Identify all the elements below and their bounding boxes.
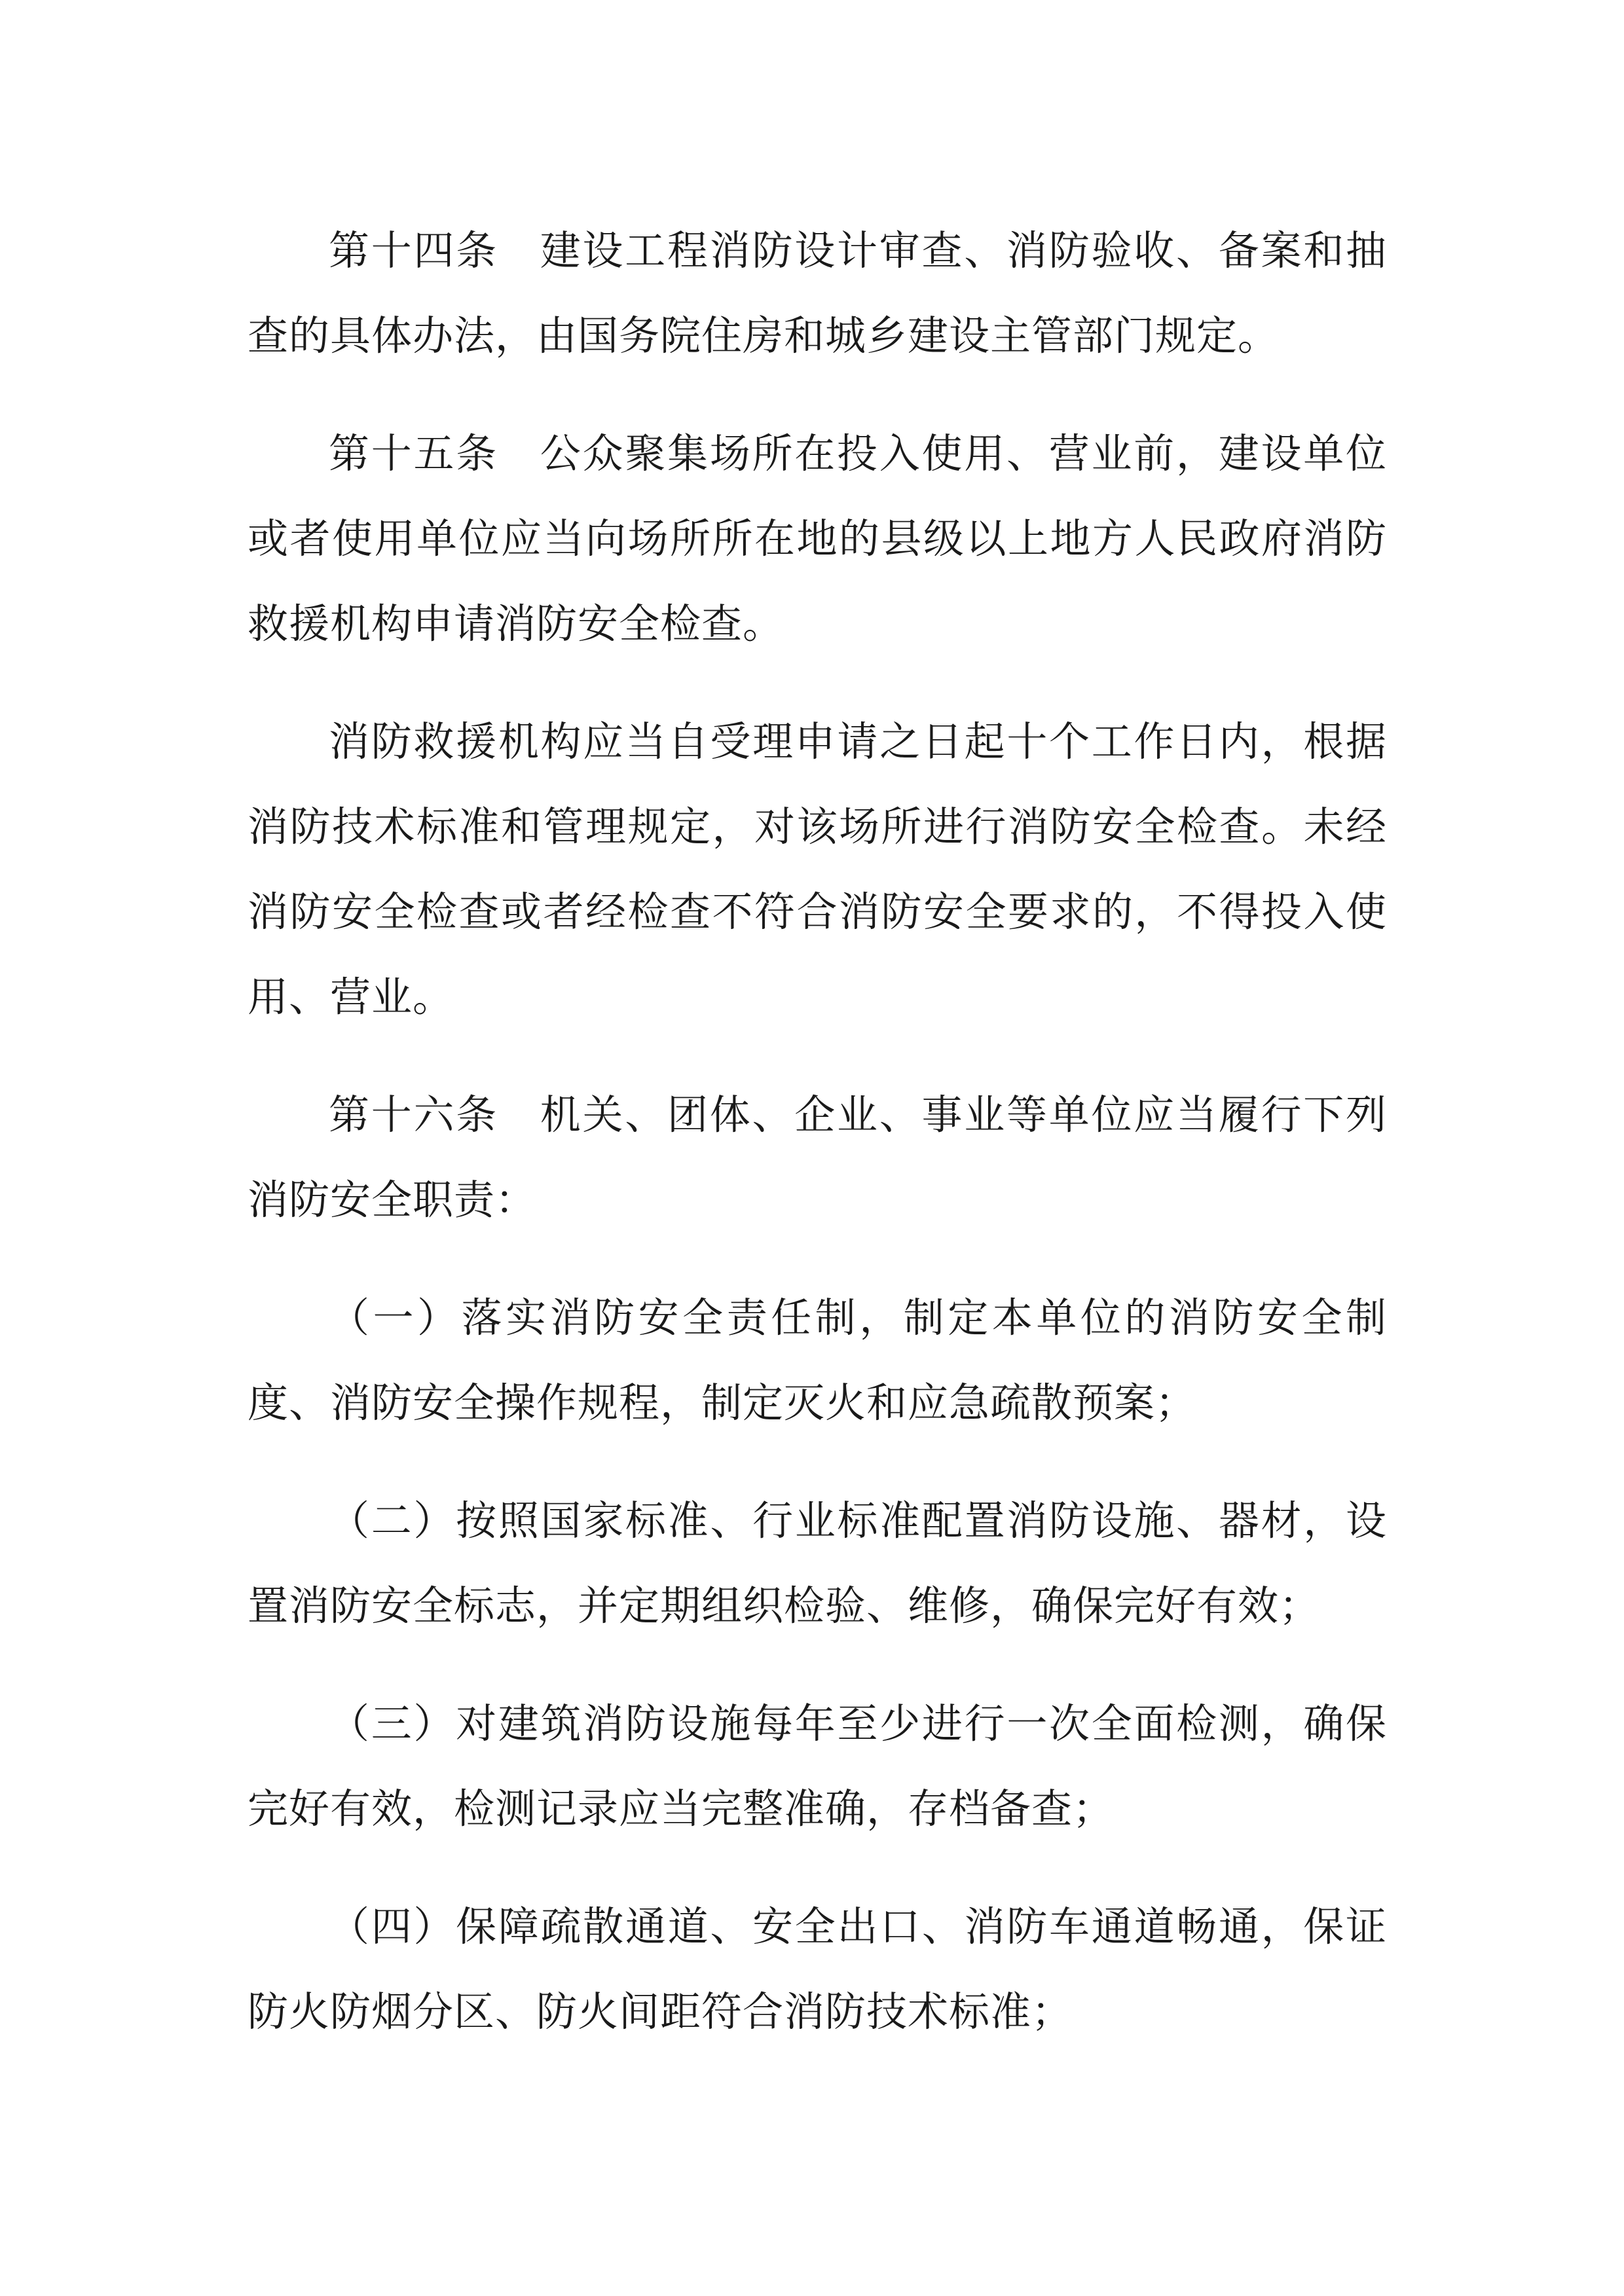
duty-item-1 <box>248 1275 1387 1446</box>
article-16-paragraph <box>248 1072 1387 1243</box>
duty-item-3 <box>248 1681 1387 1851</box>
duty-item-1-text: （一）落实消防安全责任制，制定本单位的消防安全制度、消防安全操作规程，制定灭火和应急疏散预案； <box>248 1294 1387 1427</box>
article-15-heading: 第十五条 <box>329 429 498 477</box>
duty-item-4 <box>248 1884 1387 2054</box>
article-16-body: 机关、团体、企业、事业等单位应当履行下列消防安全职责： <box>248 1091 1387 1224</box>
article-14-heading: 第十四条 <box>329 227 498 274</box>
article-15-body: 公众聚集场所在投入使用、营业前，建设单位或者使用单位应当向场所所在地的县级以上地方人民政府消防救援机构申请消防安全检查。 <box>248 429 1387 647</box>
article-15-paragraph <box>248 411 1387 666</box>
duty-item-4-text: （四）保障疏散通道、安全出口、消防车通道畅通，保证防火防烟分区、防火间距符合消防技术标准； <box>248 1903 1387 2035</box>
article-15-second-body: 消防救援机构应当自受理申请之日起十个工作日内，根据消防技术标准和管理规定，对该场所进行消防安全检查。未经消防安全检查或者经检查不符合消防安全要求的，不得投入使用、营业。 <box>248 718 1387 1021</box>
duty-item-2 <box>248 1478 1387 1649</box>
article-14-paragraph <box>248 208 1387 378</box>
article-15-second-paragraph <box>248 699 1387 1040</box>
article-14-body: 建设工程消防设计审查、消防验收、备案和抽查的具体办法，由国务院住房和城乡建设主管部门规定。 <box>248 227 1387 359</box>
duty-item-3-text: （三）对建筑消防设施每年至少进行一次全面检测，确保完好有效，检测记录应当完整准确，存档备查； <box>248 1700 1387 1832</box>
article-16-heading: 第十六条 <box>329 1091 498 1139</box>
duty-item-2-text: （二）按照国家标准、行业标准配置消防设施、器材，设置消防安全标志，并定期组织检验、维修，确保完好有效； <box>248 1497 1387 1630</box>
